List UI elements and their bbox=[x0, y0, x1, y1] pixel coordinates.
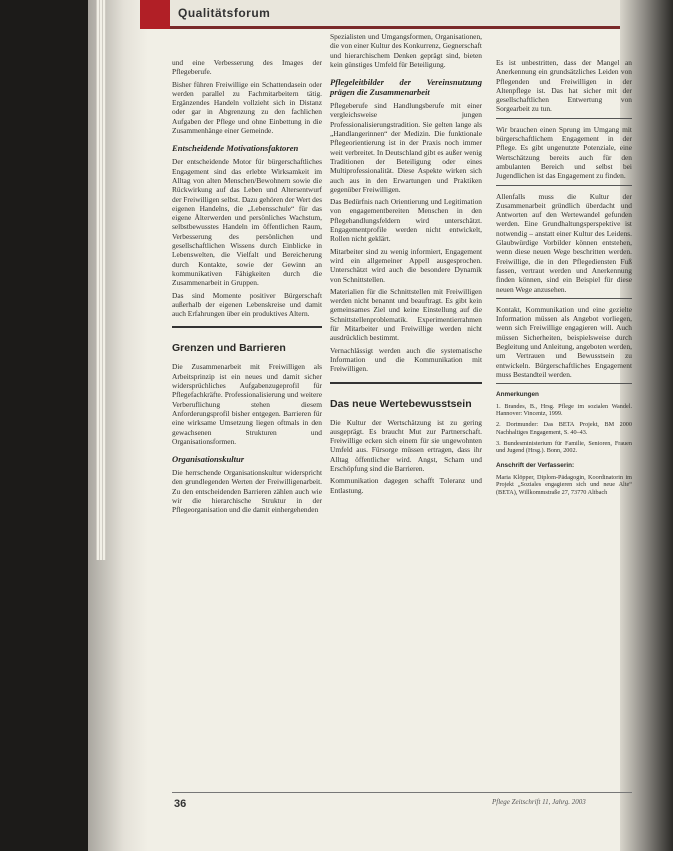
column-left bbox=[172, 58, 322, 518]
section-heading: Das neue Wertebewusstsein bbox=[330, 397, 472, 410]
footnote: 3. Bundesministerium für Familie, Senioren, Frauen und Jugend (Hrsg.). Bonn, 2002. bbox=[496, 439, 632, 455]
notes-heading: Anmerkungen bbox=[496, 391, 539, 399]
subheading: Entscheidende Motivationsfaktoren bbox=[172, 143, 299, 154]
paragraph: Bisher führen Freiwillige ein Schattendasein oder werden parallel zu Fachmitarbeitern tätig. Ergänzendes Handeln vollzieht sich in Distanz oder gar in Abgrenzung zu den fachlichen Aufgaben der Pflege und ohne Einbettung in die Zusammenhänge einer Gemeinde. bbox=[172, 79, 322, 136]
paragraph: Das sind Momente positiver Bürgerschaft außerhalb der eigenen Lebenskreise und damit auch Erfahrungen über ein produktives Altern. bbox=[172, 290, 322, 319]
paragraph: Vernachlässigt werden auch die systematische Information und die Kommunikation mit Freiwilligen. bbox=[330, 345, 482, 374]
subheading: Organisationskultur bbox=[172, 454, 245, 465]
section-title: Qualitätsforum bbox=[178, 6, 271, 20]
paragraph: Mitarbeiter sind zu wenig informiert, Engagement wird ein allgemeiner Appell ausgesprochen. Unterschätzt wird auch die besondere Dynamik von Schnittstellen. bbox=[330, 246, 482, 284]
paragraph: Allenfalls muss die Kultur der Zusammenarbeit gründlich überdacht und Antworten auf den Wertewandel gefunden werden. Eine Grundhaltungsperspektive ist notwendig – anstatt einer Kultur des Leidens. Glaubwürdige Vorbilder können entstehen, wenn diese neuen Wege beschritten werden. Freiwillige, die in den Pflegediensten Fuß fassen, vertraut werden und Anerkennung finden können, sind ein Beispiel für diese neuen Wege anzusehen. bbox=[496, 191, 632, 294]
paragraph: Das Bedürfnis nach Orientierung und Legitimation von engagementbereiten Menschen in den Pflegehandlungsfeldern wird unterschätzt. Engagementprofile werden nicht entwickelt, Rollen nicht geklärt. bbox=[330, 197, 482, 244]
paragraph: Materialien für die Schnittstellen mit Freiwilligen werden nicht benannt und beauftragt. Es gibt kein gemeinsames Ziel und keine Einstellung auf die Schnittstellenproblematik. Experimentierrahmen für Mitarbeiter und Freiwillige werden nicht ausdrücklich bestimmt. bbox=[330, 286, 482, 343]
page-number: 36 bbox=[174, 798, 187, 810]
divider bbox=[496, 383, 632, 384]
section-rule bbox=[172, 326, 322, 328]
paragraph: Die herrschende Organisationskultur widerspricht den grundlegenden Werten der Freiwilligenarbeit. Zu den entscheidenden Barrieren zählen auch wie wir die hierarchische Struktur in der Pflegeorganisation und die damit einhergehenden bbox=[172, 468, 322, 515]
author-address: Maria Klöpper, Diplom-Pädagogin, Koordinatorin im Projekt „Soziales engagieren sich und neue Alte“ (BETA), Willkommstraße 27, 73770 Altbach bbox=[496, 473, 632, 497]
column-middle bbox=[330, 32, 482, 498]
paragraph: Kommunikation dagegen schafft Toleranz und Entlastung. bbox=[330, 476, 482, 495]
journal-footer: Pflege Zeitschrift 11, Jahrg. 2003 bbox=[492, 798, 586, 806]
section-heading: Grenzen und Barrieren bbox=[172, 342, 286, 355]
divider bbox=[496, 118, 632, 119]
paragraph: Spezialisten und Umgangsformen, Organisationen, die von einer Kultur des Konkurrenz, Gegnerschaft und hierarchischem Denken geprägt sind, bieten kein günstiges Umfeld für Beteiligung. bbox=[330, 32, 482, 69]
footer-rule bbox=[172, 792, 632, 793]
footnote: 1. Brandes, B., Hrsg. Pflege im sozialen Wandel. Hannover: Vincentz, 1999. bbox=[496, 402, 632, 418]
paragraph: Es ist unbestritten, dass der Mangel an Anerkennung ein grundsätzliches Leiden von Pflegenden und Freiwilligen in der Altenpflege ist. Das hat sicher mit der gesellschaftlichen Entwertung von Sorgearbeit zu tun. bbox=[496, 58, 632, 114]
divider bbox=[496, 185, 632, 186]
paragraph: Kontakt, Kommunikation und eine gezielte Information müssen als Angebot vorliegen, wenn sich Freiwillige engagieren will. Auch müssen Sicherheiten, beispielsweise durch Begleitung und Anleitung, angeboten werden, um Vertrauen und Bewusstsein zu entwickeln. Bürgerschaftliches Engagement muss Bestandteil werden. bbox=[496, 304, 632, 379]
paragraph: und eine Verbesserung des Images der Pflegeberufe. bbox=[172, 58, 322, 77]
paragraph: Der entscheidende Motor für bürgerschaftliches Engagement sind das erlebte Wirksamkeit im Alltag von alten Menschen/Bewohnern sowie die Rückwirkung auf das Leben und Altersentwurf der Freiwilligen selbst. Dazu gehören der Wert des eigenen Handelns, die „Lebensschule“ für das eigene Älterwerden und persönliches Wachstum, selbstbewusstes Handeln im öffentlichen Raum, Verbesserung des persönlichen und gesellschaftlichen Wissens durch Einblicke in Lebenswelten, die Vielfalt und Bereicherung durch Kontakte, sowie der Gewinn an kommunikativen Fähigkeiten durch die Zusammenarbeit in Gruppen. bbox=[172, 157, 322, 288]
header-red-block bbox=[140, 0, 170, 29]
page-edges bbox=[96, 0, 106, 560]
footnote: 2. Dortmunder: Das BETA Projekt, BM 2000 Nachhaltiges Engagement, S. 40–43. bbox=[496, 421, 632, 436]
paragraph: Die Zusammenarbeit mit Freiwilligen als Arbeitsprinzip ist ein neues und damit sicher widersprüchliches Aufgabenzugeprofil für Pflegefachkräfte. Professionalisierung und weitere Verberuflichung stehen diesem Anforderungsprofil bisher entgegen. Barrieren für eine wirksame Umsetzung liegen oftmals in den gewachsenen Strukturen und Organisationsformen. bbox=[172, 362, 322, 446]
paragraph: Pflegeberufe sind Handlungsberufe mit einer vergleichsweise jungen Professionalisierungstradition. Sie gelten lange als „Handlangerinnen“ der Medizin. Die funktionale Pflegeorientierung ist in der Praxis noch immer weit verbreitet. In Deutschland gibt es außer wenig Traditionen der Beteiligung oder eines Multiprofessionalität. Diese Aspekte wirken sich auch aus in den Erwartungen und Praktiken gegenüber Freiwilligen. bbox=[330, 101, 482, 194]
paragraph: Wir brauchen einen Sprung im Umgang mit bürgerschaftlichem Engagement in der Pflege. Es gibt ungenutzte Potenziale, eine Wertschätzung bereits auch für den ambulanten Bereich und selbst bei Jugendlichen ist das Engagement zu finden. bbox=[496, 124, 632, 181]
subheading: Pflegeleitbilder der Vereinsnutzung prägen die Zusammenarbeit bbox=[330, 77, 482, 98]
divider bbox=[496, 298, 632, 299]
paragraph: Die Kultur der Wertschätzung ist zu gering ausgeprägt. Es braucht Mut zur Partnerschaft. Freiwillige ecken sich einem für sie ungewohnten Umfeld aus. Fürsorge müssen ertragen, dass ihr Alltag öffentlicher wird. Angst, Scham und Erschöpfung sind die Barrieren. bbox=[330, 417, 482, 473]
section-rule bbox=[330, 382, 482, 384]
address-heading: Anschrift der Verfasserin: bbox=[496, 462, 575, 470]
column-right bbox=[496, 58, 632, 497]
